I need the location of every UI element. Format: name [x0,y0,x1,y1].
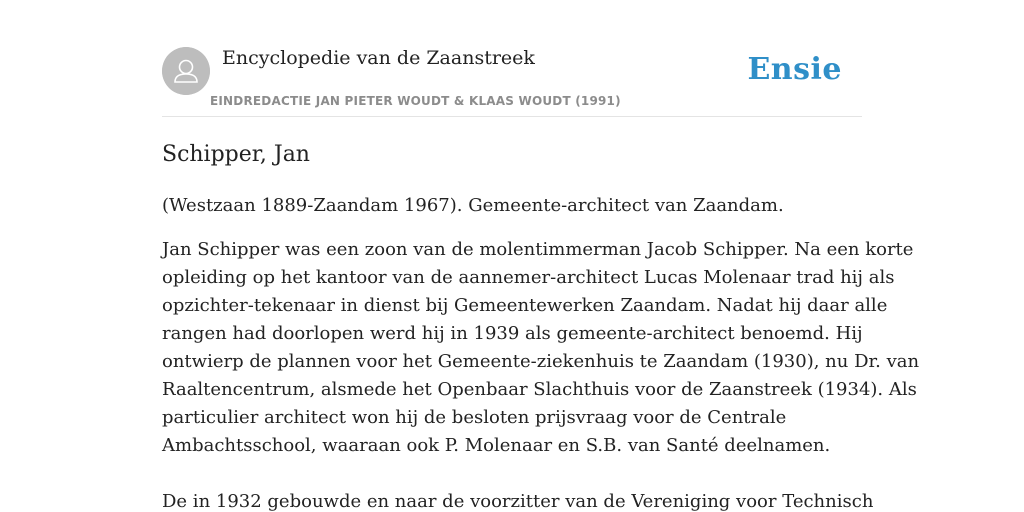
paragraph-line: ontwierp de plannen voor het Gemeente-ziekenhuis te Zaandam (1930), nu Dr. van [162,351,920,372]
paragraph-line: particulier architect won hij de besloten prijsvraag voor de Centrale [162,407,787,428]
book-editors: EINDREDACTIE JAN PIETER WOUDT & KLAAS WOUDT (1991) [210,94,621,108]
entry-summary: (Westzaan 1889-Zaandam 1967). Gemeente-architect van Zaandam. [162,195,784,216]
book-header [162,46,862,117]
paragraph-line: Ambachtsschool, waaraan ook P. Molenaar en S.B. van Santé deelnamen. [162,435,831,456]
entry-paragraph [162,236,920,460]
paragraph-line: opzichter-tekenaar in dienst bij Gemeentewerken Zaandam. Nadat hij daar alle [162,295,888,316]
user-avatar-icon[interactable] [162,47,210,95]
paragraph-line: rangen had doorlopen werd hij in 1939 als gemeente-architect benoemd. Hij [162,323,863,344]
entry-paragraph-2: De in 1932 gebouwde en naar de voorzitter van de Vereniging voor Technisch [162,491,874,512]
paragraph-line: opleiding op het kantoor van de aannemer-architect Lucas Molenaar trad hij als [162,267,895,288]
paragraph-line: Raaltencentrum, alsmede het Openbaar Slachthuis voor de Zaanstreek (1934). Als [162,379,917,400]
paragraph-line: Jan Schipper was een zoon van de molentimmerman Jacob Schipper. Na een korte [162,239,914,260]
page-title: Schipper, Jan [162,142,310,167]
book-title-link[interactable]: Encyclopedie van de Zaanstreek [222,47,535,69]
entry-content [162,140,920,512]
ensie-logo[interactable]: Ensie [747,52,842,87]
